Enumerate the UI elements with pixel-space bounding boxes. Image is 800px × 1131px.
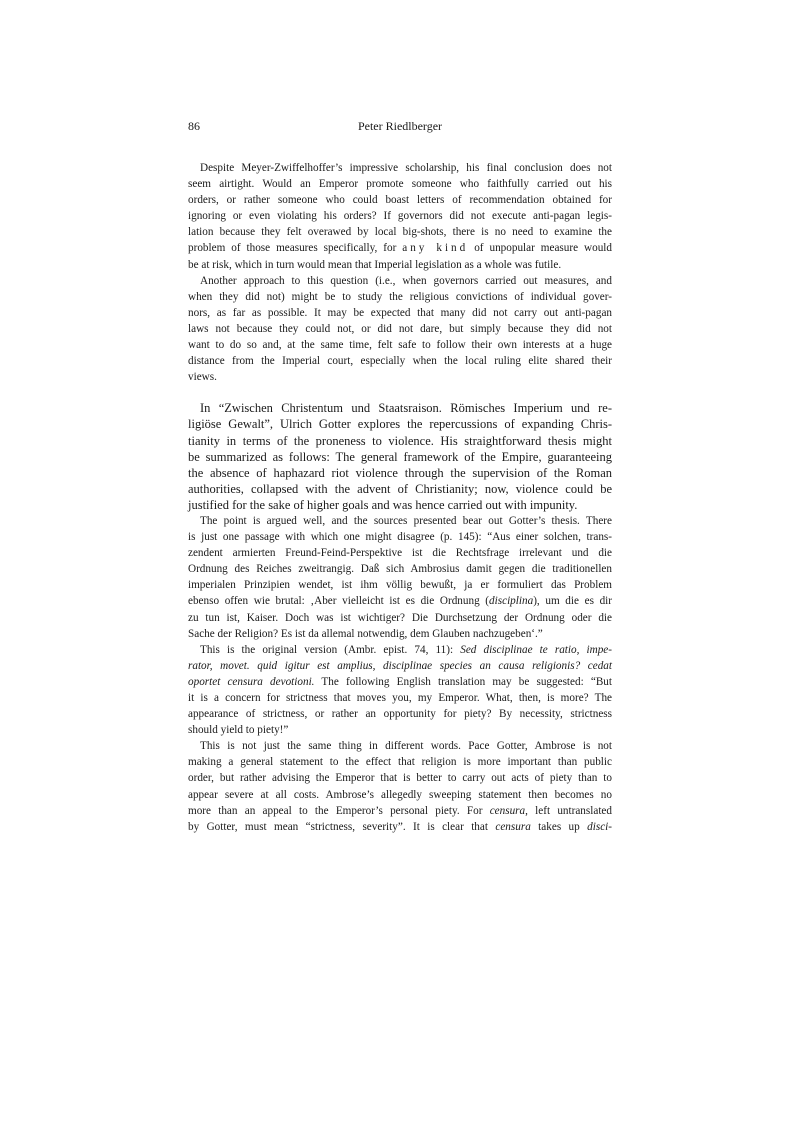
- text-line: [188, 690, 612, 706]
- text-line: [188, 353, 612, 369]
- text-line: [188, 722, 612, 738]
- text-span: views.: [188, 371, 217, 384]
- text-line: [188, 770, 612, 786]
- text-line: [188, 529, 612, 545]
- italic-text: rator, movet. quid igitur est amplius, disciplinae species an causa religionis? cedat: [188, 659, 612, 672]
- text-span: , left untranslated: [525, 804, 612, 817]
- text-span: appearance of strictness, or rather an opportunity for piety? By necessity, strictness: [188, 708, 612, 721]
- text-span: The point is argued well, and the sources presented bear out Gotter’s thesis. There: [200, 514, 612, 527]
- text-span: laws not because they could not, or did not dare, but simply because they did not: [188, 322, 612, 335]
- text-span: Despite Meyer-Zwiffelhoffer’s impressive scholarship, his final conclusion does not: [200, 162, 612, 174]
- paragraph: [188, 273, 612, 386]
- text-line: [188, 577, 612, 593]
- text-line: [188, 658, 612, 674]
- text-span: when they did not) might be to study the religious convictions of individual gover-: [188, 290, 612, 303]
- text-span: more than an appeal to the Emperor’s personal piety. For: [188, 804, 490, 817]
- text-span: be at risk, which in turn would mean that Imperial legislation as a whole was futile.: [188, 258, 562, 271]
- text-line: [188, 433, 612, 449]
- text-line: [188, 160, 612, 176]
- text-line: [188, 224, 612, 240]
- text-span: is just one passage with which one might disagree (p. 145): “Aus einer solchen, trans-: [188, 531, 612, 544]
- text-span: Ordnung des Reiches zweitrangig. Daß sich Ambrosius damit gegen die traditionellen: [188, 563, 612, 576]
- text-line: [188, 787, 612, 803]
- text-span: ignoring or even violating his orders? If governors did not execute anti-pagan legis-: [188, 210, 612, 223]
- text-line: [188, 819, 612, 835]
- paragraph: [188, 513, 612, 642]
- text-span: zendent armierten Freund-Feind-Perspektive ist die Rechtsfrage irrelevant und die: [188, 547, 612, 560]
- text-line: [188, 513, 612, 529]
- text-span: be summarized as follows: The general framework of the Empire, guaranteeing: [188, 449, 612, 464]
- italic-text: disciplina: [489, 595, 534, 608]
- text-line: [188, 497, 612, 513]
- text-span: ebenso offen wie brutal: ‚Aber vielleicht ist es die Ordnung (: [188, 595, 490, 608]
- text-span: takes up: [530, 820, 588, 833]
- text-line: [188, 738, 612, 754]
- text-span: tianity in terms of the proneness to violence. His straightforward thesis might: [188, 433, 612, 448]
- page-number: 86: [188, 119, 200, 133]
- running-header-author: Peter Riedlberger: [357, 119, 443, 133]
- text-span: Another approach to this question (i.e., when governors carried out measures, and: [200, 274, 612, 287]
- text-line: [188, 545, 612, 561]
- text-span: should yield to piety!”: [188, 724, 289, 737]
- text-span: ligiöse Gewalt”, Ulrich Gotter explores the repercussions of expanding Chris-: [188, 417, 612, 432]
- text-line: [188, 192, 612, 208]
- text-line: [188, 610, 612, 626]
- text-span: orders, or rather someone who could boast letters of recommendation obtained for: [188, 194, 612, 207]
- text-span: of unpopular measure would: [468, 242, 612, 255]
- text-line: [188, 240, 612, 256]
- paragraph: [188, 738, 612, 835]
- italic-text: Sed disciplinae te ratio, impe-: [460, 643, 612, 656]
- italic-text: oportet censura devotioni.: [188, 675, 315, 688]
- text-line: [188, 449, 612, 465]
- text-span: This is the original version (Ambr. epist. 74, 11):: [200, 643, 461, 656]
- paragraph: [188, 400, 612, 513]
- text-span: by Gotter, must mean “strictness, severity”. It is clear that: [188, 820, 496, 833]
- text-line: [188, 754, 612, 770]
- spaced-emphasis: any kind: [402, 242, 469, 255]
- text-line: [188, 176, 612, 192]
- text-span: seem airtight. Would an Emperor promote someone who faithfully carried out his: [188, 178, 612, 191]
- text-span: zu tun ist, Kaiser. Doch was ist wichtiger? Die Durchsetzung der Ordnung oder die: [188, 611, 612, 624]
- text-span: authorities, collapsed with the advent of Christianity; now, violence could be: [188, 481, 612, 496]
- text-line: [188, 305, 612, 321]
- text-span: problem of those measures specifically, for: [188, 242, 403, 255]
- text-span: Sache der Religion? Es ist da allemal notwendig, dem Glauben nachzugeben‘.”: [188, 627, 543, 640]
- text-line: [188, 289, 612, 305]
- text-line: [188, 626, 612, 642]
- paragraph: [188, 642, 612, 739]
- text-line: [188, 273, 612, 289]
- text-line: [188, 208, 612, 224]
- text-span: lation because they felt overawed by local big-shots, there is no need to examine the: [188, 226, 612, 239]
- text-line: [188, 642, 612, 658]
- text-line: [188, 674, 612, 690]
- text-span: distance from the Imperial court, especially when the local ruling elite shared their: [188, 355, 612, 368]
- text-line: [188, 257, 612, 273]
- text-span: ), um die es dir: [533, 595, 612, 608]
- text-span: nors, as far as possible. It may be expected that many did not carry out anti-pagan: [188, 306, 612, 319]
- body-text: [188, 160, 612, 835]
- text-span: This is not just the same thing in different words. Pace Gotter, Ambrose is not: [200, 740, 612, 753]
- text-span: imperialen Prinzipien wendet, ist ihm völlig bewußt, ja er formuliert das Problem: [188, 579, 612, 592]
- paragraph: [188, 160, 612, 273]
- italic-text: disci-: [587, 820, 612, 833]
- text-line: [188, 321, 612, 337]
- text-span: appear severe at all costs. Ambrose’s allegedly sweeping statement then becomes no: [188, 788, 612, 801]
- italic-text: censura: [495, 820, 531, 833]
- text-span: making a general statement to the effect that religion is more important than public: [188, 756, 612, 769]
- text-line: [188, 416, 612, 432]
- text-line: [188, 481, 612, 497]
- text-span: The following English translation may be suggested: “But: [314, 675, 612, 688]
- text-span: it is a concern for strictness that moves you, my Emperor. What, then, is more? The: [188, 692, 612, 704]
- text-line: [188, 561, 612, 577]
- text-line: [188, 400, 612, 416]
- text-line: [188, 593, 612, 609]
- text-line: [188, 337, 612, 353]
- text-line: [188, 706, 612, 722]
- text-line: [188, 465, 612, 481]
- text-span: the absence of haphazard riot violence through the supervision of the Roman: [188, 465, 612, 480]
- text-span: order, but rather advising the Emperor that is better to carry out acts of piety than to: [188, 772, 612, 785]
- text-line: [188, 803, 612, 819]
- text-line: [188, 369, 612, 385]
- text-span: In “Zwischen Christentum und Staatsraison. Römisches Imperium und re-: [200, 401, 612, 416]
- italic-text: censura: [489, 804, 526, 817]
- text-span: justified for the sake of higher goals and was hence carried out with impunity.: [188, 497, 578, 512]
- text-span: want to do so and, at the same time, felt safe to follow their own interests at a huge: [188, 339, 612, 352]
